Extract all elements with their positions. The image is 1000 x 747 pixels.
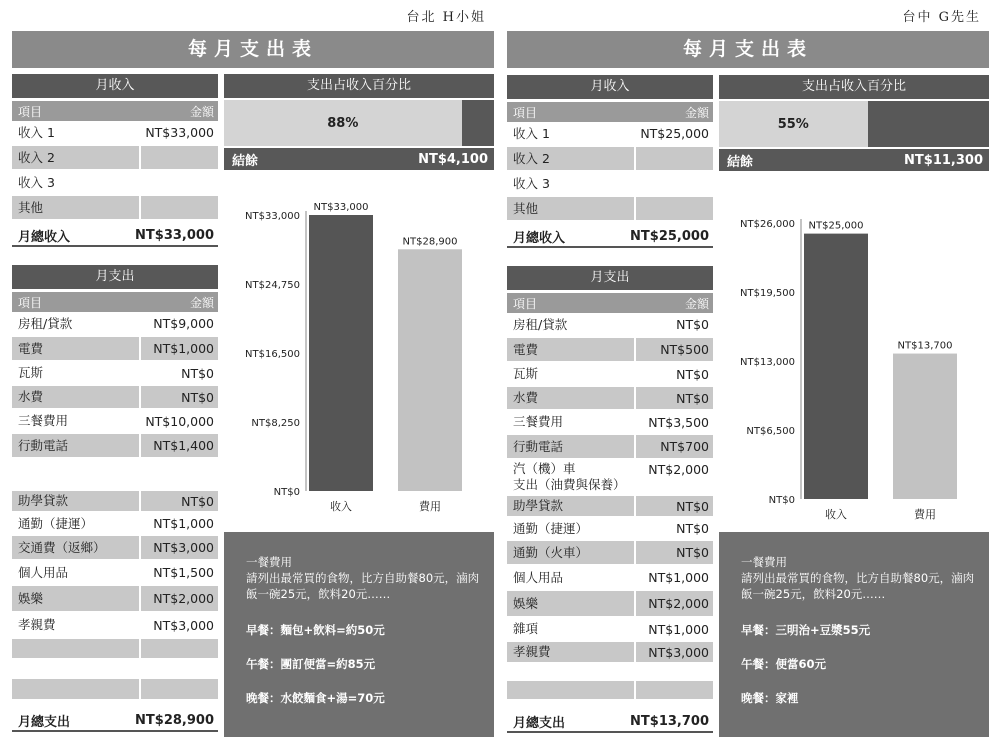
row-amount (636, 172, 713, 195)
row-label: 行動電話 (507, 435, 634, 458)
y-tick-label: NT$33,000 (245, 211, 300, 222)
row-label: 電費 (12, 337, 139, 360)
balance-value: NT$11,300 (904, 152, 983, 168)
x-category-label: 費用 (419, 500, 441, 513)
row-amount: NT$0 (676, 521, 709, 536)
row-label (12, 459, 139, 489)
table-row (12, 362, 218, 386)
table-row (507, 197, 713, 222)
row-label: 雜項 (513, 621, 539, 636)
total-value: NT$25,000 (630, 228, 709, 244)
row-label: 房租/貸款 (18, 315, 73, 331)
table-row (507, 518, 713, 541)
note-heading: 一餐費用 (246, 555, 292, 569)
note-dinner: 晚餐：家裡 (741, 691, 799, 705)
y-tick-label: NT$16,500 (245, 349, 300, 360)
row-amount: NT$1,400 (141, 434, 218, 457)
row-amount: NT$0 (141, 491, 218, 511)
table-row (507, 591, 713, 618)
expense-total-row (12, 710, 218, 732)
row-label: 三餐費用 (18, 413, 69, 428)
note-dinner: 晚餐：水餃麵食+湯=70元 (246, 691, 385, 705)
row-label: 娛樂 (12, 586, 139, 611)
bar-value-label: NT$25,000 (808, 220, 864, 232)
table-row (12, 586, 218, 613)
row-amount: NT$0 (141, 386, 218, 408)
owner-label: 台中 G先生 (902, 10, 981, 25)
note-breakfast: 早餐：麵包+飲料=約50元 (246, 623, 385, 637)
row-label: 水費 (12, 386, 139, 408)
row-amount: NT$33,000 (145, 125, 214, 140)
row-label: 收入 1 (513, 125, 550, 141)
row-amount: NT$2,000 (141, 586, 218, 611)
table-row (507, 172, 713, 197)
row-amount: NT$0 (676, 317, 709, 332)
row-amount: NT$700 (636, 435, 713, 458)
row-amount: NT$0 (636, 496, 713, 516)
table-row (507, 642, 713, 664)
income-table (507, 75, 713, 222)
row-amount (636, 197, 713, 220)
row-label (507, 681, 634, 699)
row-label: 個人用品 (18, 564, 69, 580)
note-breakfast: 早餐：三明治+豆漿55元 (741, 623, 871, 637)
column-amount-label: 金額 (189, 104, 214, 119)
balance-label: 結餘 (232, 153, 259, 169)
table-row (12, 121, 218, 146)
row-amount (141, 459, 218, 489)
row-label: 助學貸款 (12, 491, 139, 511)
table-row (12, 536, 218, 561)
x-category-label: 收入 (330, 500, 352, 513)
y-tick-label: NT$19,500 (740, 288, 795, 299)
income-total-row (12, 225, 218, 247)
table-row (12, 410, 218, 434)
percent-bar (224, 100, 494, 146)
balance-value: NT$4,100 (418, 151, 488, 167)
table-row (12, 312, 218, 337)
meal-cost-note (719, 532, 989, 737)
bar-value-label: NT$13,700 (897, 340, 953, 352)
budget-panel-taipei (12, 0, 494, 747)
column-amount-label: 金額 (189, 295, 214, 310)
bar-expense (398, 249, 462, 491)
income-expense-bar-chart (719, 198, 989, 528)
row-amount (636, 664, 713, 679)
percent-bar-remainder (868, 101, 990, 147)
row-amount: NT$3,000 (153, 617, 214, 633)
table-row (12, 459, 218, 491)
row-label (12, 639, 139, 658)
column-amount-label: 金額 (684, 105, 709, 120)
row-amount: NT$500 (636, 338, 713, 361)
table-row (507, 566, 713, 591)
expense-column-header (507, 293, 713, 313)
row-label: 電費 (507, 338, 634, 361)
total-label: 月總收入 (513, 230, 566, 246)
percent-text: 55% (777, 116, 809, 132)
expense-table (507, 266, 713, 701)
row-amount (141, 196, 218, 219)
expense-header: 月支出 (12, 265, 218, 289)
row-label: 收入 2 (12, 146, 139, 169)
table-row (12, 146, 218, 171)
expense-table (12, 265, 218, 701)
table-row (12, 337, 218, 362)
table-row (507, 681, 713, 701)
income-expense-bar-chart (224, 190, 494, 520)
table-row (12, 386, 218, 410)
row-label: 收入 3 (18, 174, 55, 190)
row-label: 收入 2 (507, 147, 634, 170)
row-label: 助學貸款 (507, 496, 634, 516)
total-label: 月總支出 (18, 714, 71, 730)
row-label: 瓦斯 (513, 366, 539, 381)
table-row (12, 679, 218, 701)
note-description: 請列出最常買的食物，比方自助餐80元，滷肉飯一碗25元，飲料20元…… (741, 571, 975, 601)
table-row (507, 387, 713, 411)
percent-text: 88% (327, 115, 359, 131)
row-label: 孝親費 (18, 617, 56, 632)
row-label: 瓦斯 (18, 365, 44, 380)
row-amount: NT$0 (676, 366, 709, 382)
row-label: 汽（機）車 支出（油費與保養） (513, 461, 626, 492)
y-tick-label: NT$0 (768, 495, 795, 506)
meal-cost-note (224, 532, 494, 737)
row-label: 水費 (507, 387, 634, 409)
row-label: 三餐費用 (513, 414, 564, 429)
table-row (507, 122, 713, 147)
row-label: 娛樂 (507, 591, 634, 616)
row-amount: NT$1,000 (648, 621, 709, 637)
row-amount: NT$10,000 (145, 413, 214, 429)
table-row (12, 613, 218, 639)
row-label: 房租/貸款 (513, 316, 568, 332)
row-amount: NT$1,000 (153, 516, 214, 531)
table-row (507, 147, 713, 172)
owner-label: 台北 H小姐 (406, 10, 486, 25)
row-amount: NT$3,500 (648, 414, 709, 430)
table-row (12, 171, 218, 196)
table-row (12, 491, 218, 513)
table-row (507, 435, 713, 460)
table-row (12, 196, 218, 221)
row-label: 其他 (507, 197, 634, 220)
sheet-title: 每月支出表 (12, 31, 494, 68)
y-tick-label: NT$26,000 (740, 219, 795, 230)
column-amount-label: 金額 (684, 296, 709, 311)
row-label: 收入 1 (18, 124, 55, 140)
table-row (507, 363, 713, 387)
x-category-label: 費用 (914, 508, 936, 521)
row-amount: NT$25,000 (640, 126, 709, 141)
total-label: 月總支出 (513, 715, 566, 731)
income-column-header (507, 102, 713, 122)
bar-expense (893, 354, 957, 499)
table-row (507, 411, 713, 435)
table-row (12, 434, 218, 459)
bar-value-label: NT$33,000 (313, 202, 369, 213)
table-row (507, 338, 713, 363)
row-amount (141, 639, 218, 658)
row-amount (141, 679, 218, 699)
row-label: 行動電話 (12, 434, 139, 457)
y-tick-label: NT$6,500 (746, 426, 795, 437)
income-header: 月收入 (507, 75, 713, 99)
expense-total-row (507, 711, 713, 733)
row-amount: NT$2,000 (648, 462, 709, 477)
row-amount: NT$1,000 (648, 570, 709, 585)
note-lunch: 午餐：團訂便當=約85元 (246, 657, 376, 671)
total-value: NT$13,700 (630, 713, 709, 729)
table-row (507, 460, 713, 496)
table-row (507, 313, 713, 338)
row-amount: NT$9,000 (153, 316, 214, 331)
balance-label: 結餘 (727, 154, 754, 170)
table-row (12, 660, 218, 679)
y-tick-label: NT$0 (273, 487, 300, 498)
row-amount (636, 147, 713, 170)
column-item-label: 項目 (513, 296, 538, 311)
y-tick-label: NT$24,750 (245, 280, 300, 291)
row-label (12, 679, 139, 699)
ratio-header: 支出占收入百分比 (719, 75, 989, 99)
row-amount: NT$2,000 (636, 591, 713, 616)
row-label: 其他 (12, 196, 139, 219)
y-tick-label: NT$13,000 (740, 357, 795, 368)
row-amount: NT$1,000 (141, 337, 218, 360)
row-amount: NT$0 (636, 541, 713, 564)
row-amount: NT$0 (181, 365, 214, 381)
ratio-block (224, 74, 494, 170)
table-row (507, 618, 713, 642)
column-item-label: 項目 (513, 105, 538, 120)
bar-value-label: NT$28,900 (402, 236, 458, 248)
row-label: 孝親費 (507, 642, 634, 662)
y-tick-label: NT$8,250 (251, 418, 300, 429)
row-label (12, 660, 139, 677)
row-amount (141, 660, 218, 677)
income-total-row (507, 226, 713, 248)
row-amount: NT$3,000 (141, 536, 218, 559)
table-row (12, 639, 218, 660)
row-amount: NT$3,000 (636, 642, 713, 662)
total-label: 月總收入 (18, 229, 71, 245)
percent-bar (719, 101, 989, 147)
total-value: NT$28,900 (135, 712, 214, 728)
bar-income (309, 215, 373, 491)
column-item-label: 項目 (18, 295, 43, 310)
income-column-header (12, 101, 218, 121)
row-amount: NT$0 (636, 387, 713, 409)
bar-income (804, 234, 868, 499)
note-description: 請列出最常買的食物，比方自助餐80元，滷肉飯一碗25元，飲料20元…… (246, 571, 480, 601)
note-lunch: 午餐：便當60元 (741, 657, 827, 671)
ratio-header: 支出占收入百分比 (224, 74, 494, 98)
row-amount (141, 171, 218, 194)
row-amount (141, 146, 218, 169)
row-label: 收入 3 (513, 175, 550, 191)
sheet-title: 每月支出表 (507, 31, 989, 68)
note-heading: 一餐費用 (741, 555, 787, 569)
table-row (12, 513, 218, 536)
column-item-label: 項目 (18, 104, 43, 119)
row-label: 通勤（捷運） (513, 520, 589, 536)
row-label: 個人用品 (513, 569, 564, 585)
row-label: 交通費（返鄉） (12, 536, 139, 559)
table-row (12, 561, 218, 586)
expense-column-header (12, 292, 218, 312)
row-label: 通勤（火車） (507, 541, 634, 564)
table-row (507, 664, 713, 681)
total-value: NT$33,000 (135, 227, 214, 243)
balance-row (224, 148, 494, 170)
expense-header: 月支出 (507, 266, 713, 290)
row-amount (636, 681, 713, 699)
table-row (507, 496, 713, 518)
row-amount: NT$1,500 (153, 565, 214, 580)
row-label: 通勤（捷運） (18, 515, 94, 531)
budget-panel-taichung (507, 0, 989, 747)
income-table (12, 74, 218, 221)
ratio-block (719, 75, 989, 171)
row-label (507, 664, 634, 679)
income-header: 月收入 (12, 74, 218, 98)
table-row (507, 541, 713, 566)
percent-bar-remainder (462, 100, 494, 146)
balance-row (719, 149, 989, 171)
x-category-label: 收入 (825, 508, 847, 521)
